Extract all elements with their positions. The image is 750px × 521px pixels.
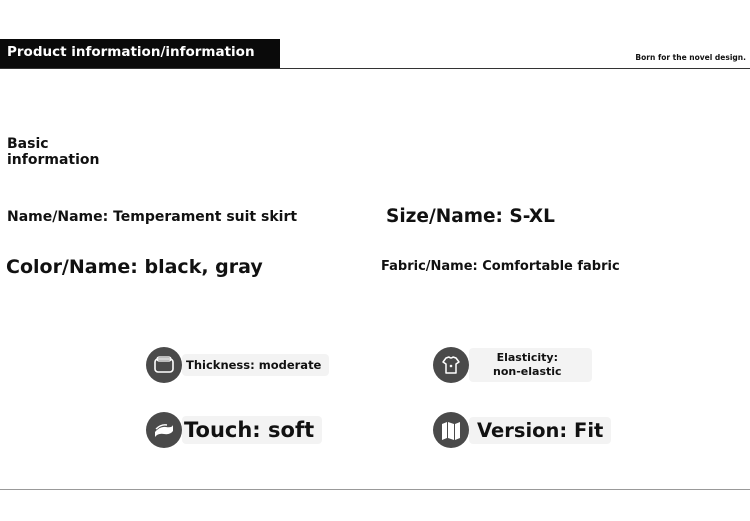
tshirt-icon [433, 347, 469, 383]
fabric-layers-icon [146, 347, 182, 383]
folded-map-icon [433, 412, 469, 448]
feature-elasticity [433, 347, 592, 383]
feature-touch-label: Touch: soft [182, 416, 322, 444]
fabric-swatch-icon [146, 412, 182, 448]
feature-touch [146, 412, 322, 448]
footer-divider [0, 489, 750, 490]
feature-elasticity-line1: Elasticity: [496, 351, 558, 364]
attribute-size: Size/Name: S-XL [386, 206, 555, 227]
brand-tagline: Born for the novel design. [635, 53, 746, 62]
header-divider [0, 68, 750, 69]
feature-version-label: Version: Fit [469, 417, 611, 444]
section-title: Basic information [7, 136, 100, 168]
feature-elasticity-line2: non-elastic [493, 365, 562, 378]
feature-thickness-label: Thickness: moderate [182, 354, 329, 376]
feature-version [433, 412, 611, 448]
feature-elasticity-label [469, 348, 592, 382]
page-title: Product information/information [7, 44, 255, 60]
attribute-fabric: Fabric/Name: Comfortable fabric [381, 259, 620, 274]
feature-thickness [146, 347, 329, 383]
attribute-name: Name/Name: Temperament suit skirt [7, 209, 298, 225]
attribute-color: Color/Name: black, gray [6, 256, 263, 278]
